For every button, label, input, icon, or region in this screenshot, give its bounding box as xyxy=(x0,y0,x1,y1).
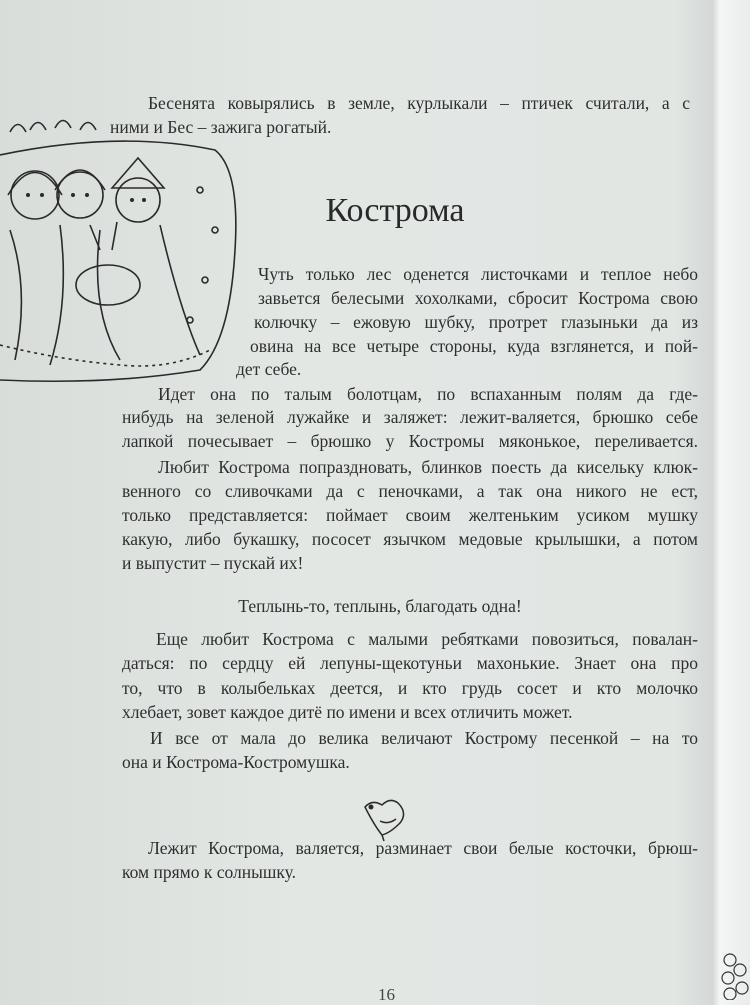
chapter-title: Кострома xyxy=(325,192,465,229)
paragraph-line: Чуть только лес оденется листочками и теплое небо xyxy=(258,264,698,284)
paragraph-line: дет себе. xyxy=(236,359,302,379)
paragraph-line: овина на все четыре стороны, куда взглянется, и пой- xyxy=(250,336,698,356)
paragraph-line: И все от мала до велика величают Кострому песенкой – на то xyxy=(150,728,698,748)
paragraph-line: нибудь на зеленой лужайке и заляжет: лежит-валяется, брюшко себе xyxy=(122,407,698,427)
paragraph-line: Лежит Кострома, валяется, разминает свои белые косточки, брюш- xyxy=(148,838,698,858)
paragraph-line: какую, либо букашку, пососет язычком медовые крылышки, а потом xyxy=(122,529,698,549)
refrain: Теплынь-то, теплынь, благодать одна! xyxy=(238,596,522,616)
page-number: 16 xyxy=(378,985,395,1004)
paragraph-line: Любит Кострома попраздновать, блинков поесть да кисельку клюк- xyxy=(158,457,698,477)
paragraph-line: ком прямо к солнышку. xyxy=(122,862,296,882)
paragraph-line: завьется белесыми хохолками, сбросит Кострома свою xyxy=(258,288,698,308)
paragraph-line: лапкой почесывает – брюшко у Костромы мяконькое, переливается. xyxy=(122,431,698,451)
paragraph-line: колючку – ежовую шубку, протрет глазыньки да из xyxy=(254,312,698,332)
paragraph-line: и выпустит – пускай их! xyxy=(122,553,304,573)
paragraph-line: даться: по сердцу ей лепуны-щекотуньи махонькие. Знает она про xyxy=(122,653,698,673)
intro-line: ними и Бес – зажига рогатый. xyxy=(110,117,332,137)
paragraph-line: только представляется: поймает своим желтеньким усиком мушку xyxy=(122,505,698,525)
next-page-ornament xyxy=(710,870,750,1000)
paragraph-line: венного со сливочками да с пеночками, а так она никого не ест, xyxy=(122,481,698,501)
paragraph-line: Идет она по талым болотцам, по вспаханным полям да где- xyxy=(158,384,698,404)
paragraph-line: хлебает, зовет каждое дитё по имени и всех отличить может. xyxy=(122,702,573,722)
paragraph-line: Еще любит Кострома с малыми ребятками повозиться, повалан- xyxy=(156,629,698,649)
intro-line: Бесенята ковырялись в земле, курлыкали – птичек считали, а с xyxy=(148,93,690,113)
paragraph-line: она и Кострома-Костромушка. xyxy=(122,752,350,772)
paragraph-line: то, что в колыбельках деется, и кто грудь сосет и кто молочко xyxy=(122,678,698,698)
children-illustration xyxy=(0,110,250,410)
